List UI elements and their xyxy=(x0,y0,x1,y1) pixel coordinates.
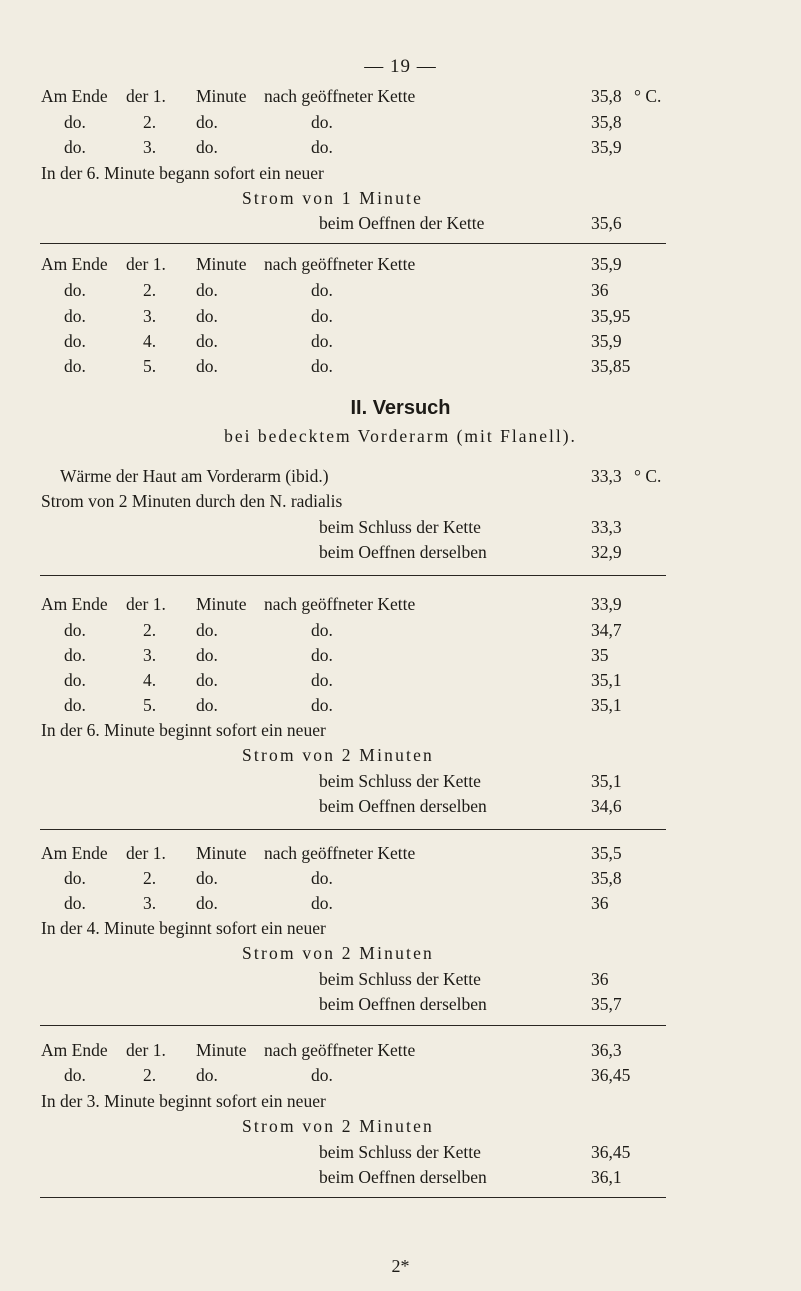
row-value: 35,1 xyxy=(591,670,622,690)
row-minute: 3. xyxy=(143,137,157,157)
row-unit: do. xyxy=(196,280,218,300)
page-number: — 19 — xyxy=(364,56,437,77)
note-text: beim Oeffnen derselben xyxy=(319,994,487,1014)
row-unit: do. xyxy=(196,112,218,132)
row-value: 35,8 xyxy=(591,86,622,106)
row-value: 35,1 xyxy=(591,695,622,715)
note-text: In der 4. Minute beginnt sofort ein neuer xyxy=(41,918,326,938)
row-unit: Minute xyxy=(196,1040,247,1060)
signature-mark: 2* xyxy=(391,1256,410,1276)
row-value: 35,85 xyxy=(591,356,631,376)
table-row xyxy=(0,868,801,892)
row-unit: do. xyxy=(196,645,218,665)
divider xyxy=(40,575,666,576)
row-unit: Minute xyxy=(196,843,247,863)
row-value: 35,8 xyxy=(591,868,622,888)
row-minute: 2. xyxy=(143,620,157,640)
value: 33,3 xyxy=(591,517,622,537)
table-row xyxy=(0,280,801,304)
row-unit: Minute xyxy=(196,86,247,106)
row-condition: do. xyxy=(311,670,333,690)
note-text: Strom von 2 Minuten xyxy=(242,943,435,963)
text-line xyxy=(0,466,801,490)
table-row xyxy=(0,137,801,161)
note-text: beim Oeffnen derselben xyxy=(319,1167,487,1187)
row-condition: do. xyxy=(311,1065,333,1085)
row-value: 35,9 xyxy=(591,137,622,157)
note-line xyxy=(0,943,801,967)
row-condition: do. xyxy=(311,695,333,715)
row-label: Am Ende xyxy=(41,594,108,614)
row-condition: nach geöffneter Kette xyxy=(264,86,416,106)
text: Wärme der Haut am Vorderarm (ibid.) xyxy=(60,466,329,486)
note-line xyxy=(0,771,801,795)
table-row xyxy=(0,670,801,694)
row-label: do. xyxy=(64,670,86,690)
row-condition: do. xyxy=(311,893,333,913)
row-unit-celsius: ° C. xyxy=(634,86,662,106)
note-text: Strom von 2 Minuten xyxy=(242,1116,435,1136)
table-row xyxy=(0,112,801,136)
row-value: 35,95 xyxy=(591,306,631,326)
note-text: Strom von 2 Minuten xyxy=(242,745,435,765)
row-value: 35 xyxy=(591,645,609,665)
row-minute: 5. xyxy=(143,356,157,376)
table-row xyxy=(0,306,801,330)
row-condition: do. xyxy=(311,645,333,665)
row-condition: nach geöffneter Kette xyxy=(264,594,416,614)
table-row xyxy=(0,331,801,355)
table-row xyxy=(0,695,801,719)
row-label: do. xyxy=(64,112,86,132)
row-condition: do. xyxy=(311,620,333,640)
row-minute: 5. xyxy=(143,695,157,715)
note-line xyxy=(0,994,801,1018)
row-condition: do. xyxy=(311,356,333,376)
row-value: 35,8 xyxy=(591,112,622,132)
note-text: Strom von 1 Minute xyxy=(242,188,424,208)
table-row xyxy=(0,86,801,110)
divider xyxy=(40,829,666,830)
note-line xyxy=(0,969,801,993)
row-minute: 3. xyxy=(143,893,157,913)
note-text: beim Oeffnen derselben xyxy=(319,796,487,816)
section-heading: II. Versuch xyxy=(350,397,451,419)
row-minute: der 1. xyxy=(126,254,166,274)
note-line xyxy=(0,796,801,820)
text-line xyxy=(0,542,801,566)
row-label: Am Ende xyxy=(41,843,108,863)
note-line xyxy=(0,188,801,212)
text: beim Oeffnen derselben xyxy=(319,542,487,562)
note-value: 34,6 xyxy=(591,796,622,816)
row-value: 36,3 xyxy=(591,1040,622,1060)
row-value: 33,9 xyxy=(591,594,622,614)
note-line xyxy=(0,1116,801,1140)
table-row xyxy=(0,1065,801,1089)
row-label: Am Ende xyxy=(41,86,108,106)
row-minute: 4. xyxy=(143,670,157,690)
note-value: 36 xyxy=(591,969,609,989)
text-line xyxy=(0,491,801,515)
note-line xyxy=(0,918,801,942)
note-line xyxy=(0,163,801,187)
row-unit: Minute xyxy=(196,254,247,274)
row-minute: 4. xyxy=(143,331,157,351)
section-subheading: bei bedecktem Vorderarm (mit Flanell). xyxy=(224,426,577,446)
row-label: do. xyxy=(64,1065,86,1085)
note-text: In der 6. Minute beginnt sofort ein neuer xyxy=(41,720,326,740)
table-row xyxy=(0,893,801,917)
row-condition: do. xyxy=(311,306,333,326)
row-minute: 3. xyxy=(143,306,157,326)
note-text: beim Oeffnen der Kette xyxy=(319,213,485,233)
row-label: do. xyxy=(64,695,86,715)
note-line xyxy=(0,720,801,744)
row-value: 36 xyxy=(591,280,609,300)
row-value: 35,9 xyxy=(591,254,622,274)
table-row xyxy=(0,645,801,669)
row-value: 34,7 xyxy=(591,620,622,640)
row-minute: der 1. xyxy=(126,86,166,106)
row-unit: do. xyxy=(196,356,218,376)
note-value: 36,1 xyxy=(591,1167,622,1187)
row-value: 35,5 xyxy=(591,843,622,863)
table-row xyxy=(0,1040,801,1064)
text: Strom von 2 Minuten durch den N. radialis xyxy=(41,491,343,511)
note-value: 36,45 xyxy=(591,1142,631,1162)
row-minute: 3. xyxy=(143,645,157,665)
note-line xyxy=(0,745,801,769)
note-text: beim Schluss der Kette xyxy=(319,1142,481,1162)
note-value: 35,7 xyxy=(591,994,622,1014)
row-label: Am Ende xyxy=(41,254,108,274)
note-text: In der 3. Minute beginnt sofort ein neuer xyxy=(41,1091,326,1111)
note-text: In der 6. Minute begann sofort ein neuer xyxy=(41,163,324,183)
row-unit: do. xyxy=(196,695,218,715)
row-label: do. xyxy=(64,137,86,157)
row-unit: do. xyxy=(196,620,218,640)
row-label: do. xyxy=(64,893,86,913)
note-line xyxy=(0,1142,801,1166)
table-row xyxy=(0,620,801,644)
row-condition: do. xyxy=(311,868,333,888)
row-condition: do. xyxy=(311,331,333,351)
row-minute: 2. xyxy=(143,112,157,132)
row-unit: do. xyxy=(196,670,218,690)
row-condition: do. xyxy=(311,280,333,300)
table-row xyxy=(0,843,801,867)
row-label: Am Ende xyxy=(41,1040,108,1060)
row-condition: do. xyxy=(311,137,333,157)
row-minute: 2. xyxy=(143,1065,157,1085)
note-line xyxy=(0,1091,801,1115)
row-label: do. xyxy=(64,620,86,640)
row-value: 36,45 xyxy=(591,1065,631,1085)
row-unit: do. xyxy=(196,306,218,326)
divider xyxy=(40,1197,666,1198)
unit: ° C. xyxy=(634,466,662,486)
row-unit: Minute xyxy=(196,594,247,614)
row-condition: nach geöffneter Kette xyxy=(264,254,416,274)
row-condition: nach geöffneter Kette xyxy=(264,1040,416,1060)
divider xyxy=(40,1025,666,1026)
note-line xyxy=(0,213,801,237)
row-value: 36 xyxy=(591,893,609,913)
note-value: 35,6 xyxy=(591,213,622,233)
divider xyxy=(40,243,666,244)
row-label: do. xyxy=(64,868,86,888)
row-label: do. xyxy=(64,331,86,351)
table-row xyxy=(0,594,801,618)
row-unit: do. xyxy=(196,893,218,913)
row-unit: do. xyxy=(196,1065,218,1085)
row-unit: do. xyxy=(196,331,218,351)
row-value: 35,9 xyxy=(591,331,622,351)
text-line xyxy=(0,517,801,541)
note-text: beim Schluss der Kette xyxy=(319,771,481,791)
value: 33,3 xyxy=(591,466,622,486)
row-label: do. xyxy=(64,356,86,376)
row-minute: 2. xyxy=(143,280,157,300)
row-minute: der 1. xyxy=(126,594,166,614)
table-row xyxy=(0,254,801,278)
text: beim Schluss der Kette xyxy=(319,517,481,537)
row-condition: do. xyxy=(311,112,333,132)
row-label: do. xyxy=(64,306,86,326)
row-unit: do. xyxy=(196,137,218,157)
value: 32,9 xyxy=(591,542,622,562)
row-minute: 2. xyxy=(143,868,157,888)
table-row xyxy=(0,356,801,380)
row-unit: do. xyxy=(196,868,218,888)
row-minute: der 1. xyxy=(126,1040,166,1060)
note-value: 35,1 xyxy=(591,771,622,791)
note-text: beim Schluss der Kette xyxy=(319,969,481,989)
row-label: do. xyxy=(64,280,86,300)
row-condition: nach geöffneter Kette xyxy=(264,843,416,863)
note-line xyxy=(0,1167,801,1191)
row-minute: der 1. xyxy=(126,843,166,863)
row-label: do. xyxy=(64,645,86,665)
